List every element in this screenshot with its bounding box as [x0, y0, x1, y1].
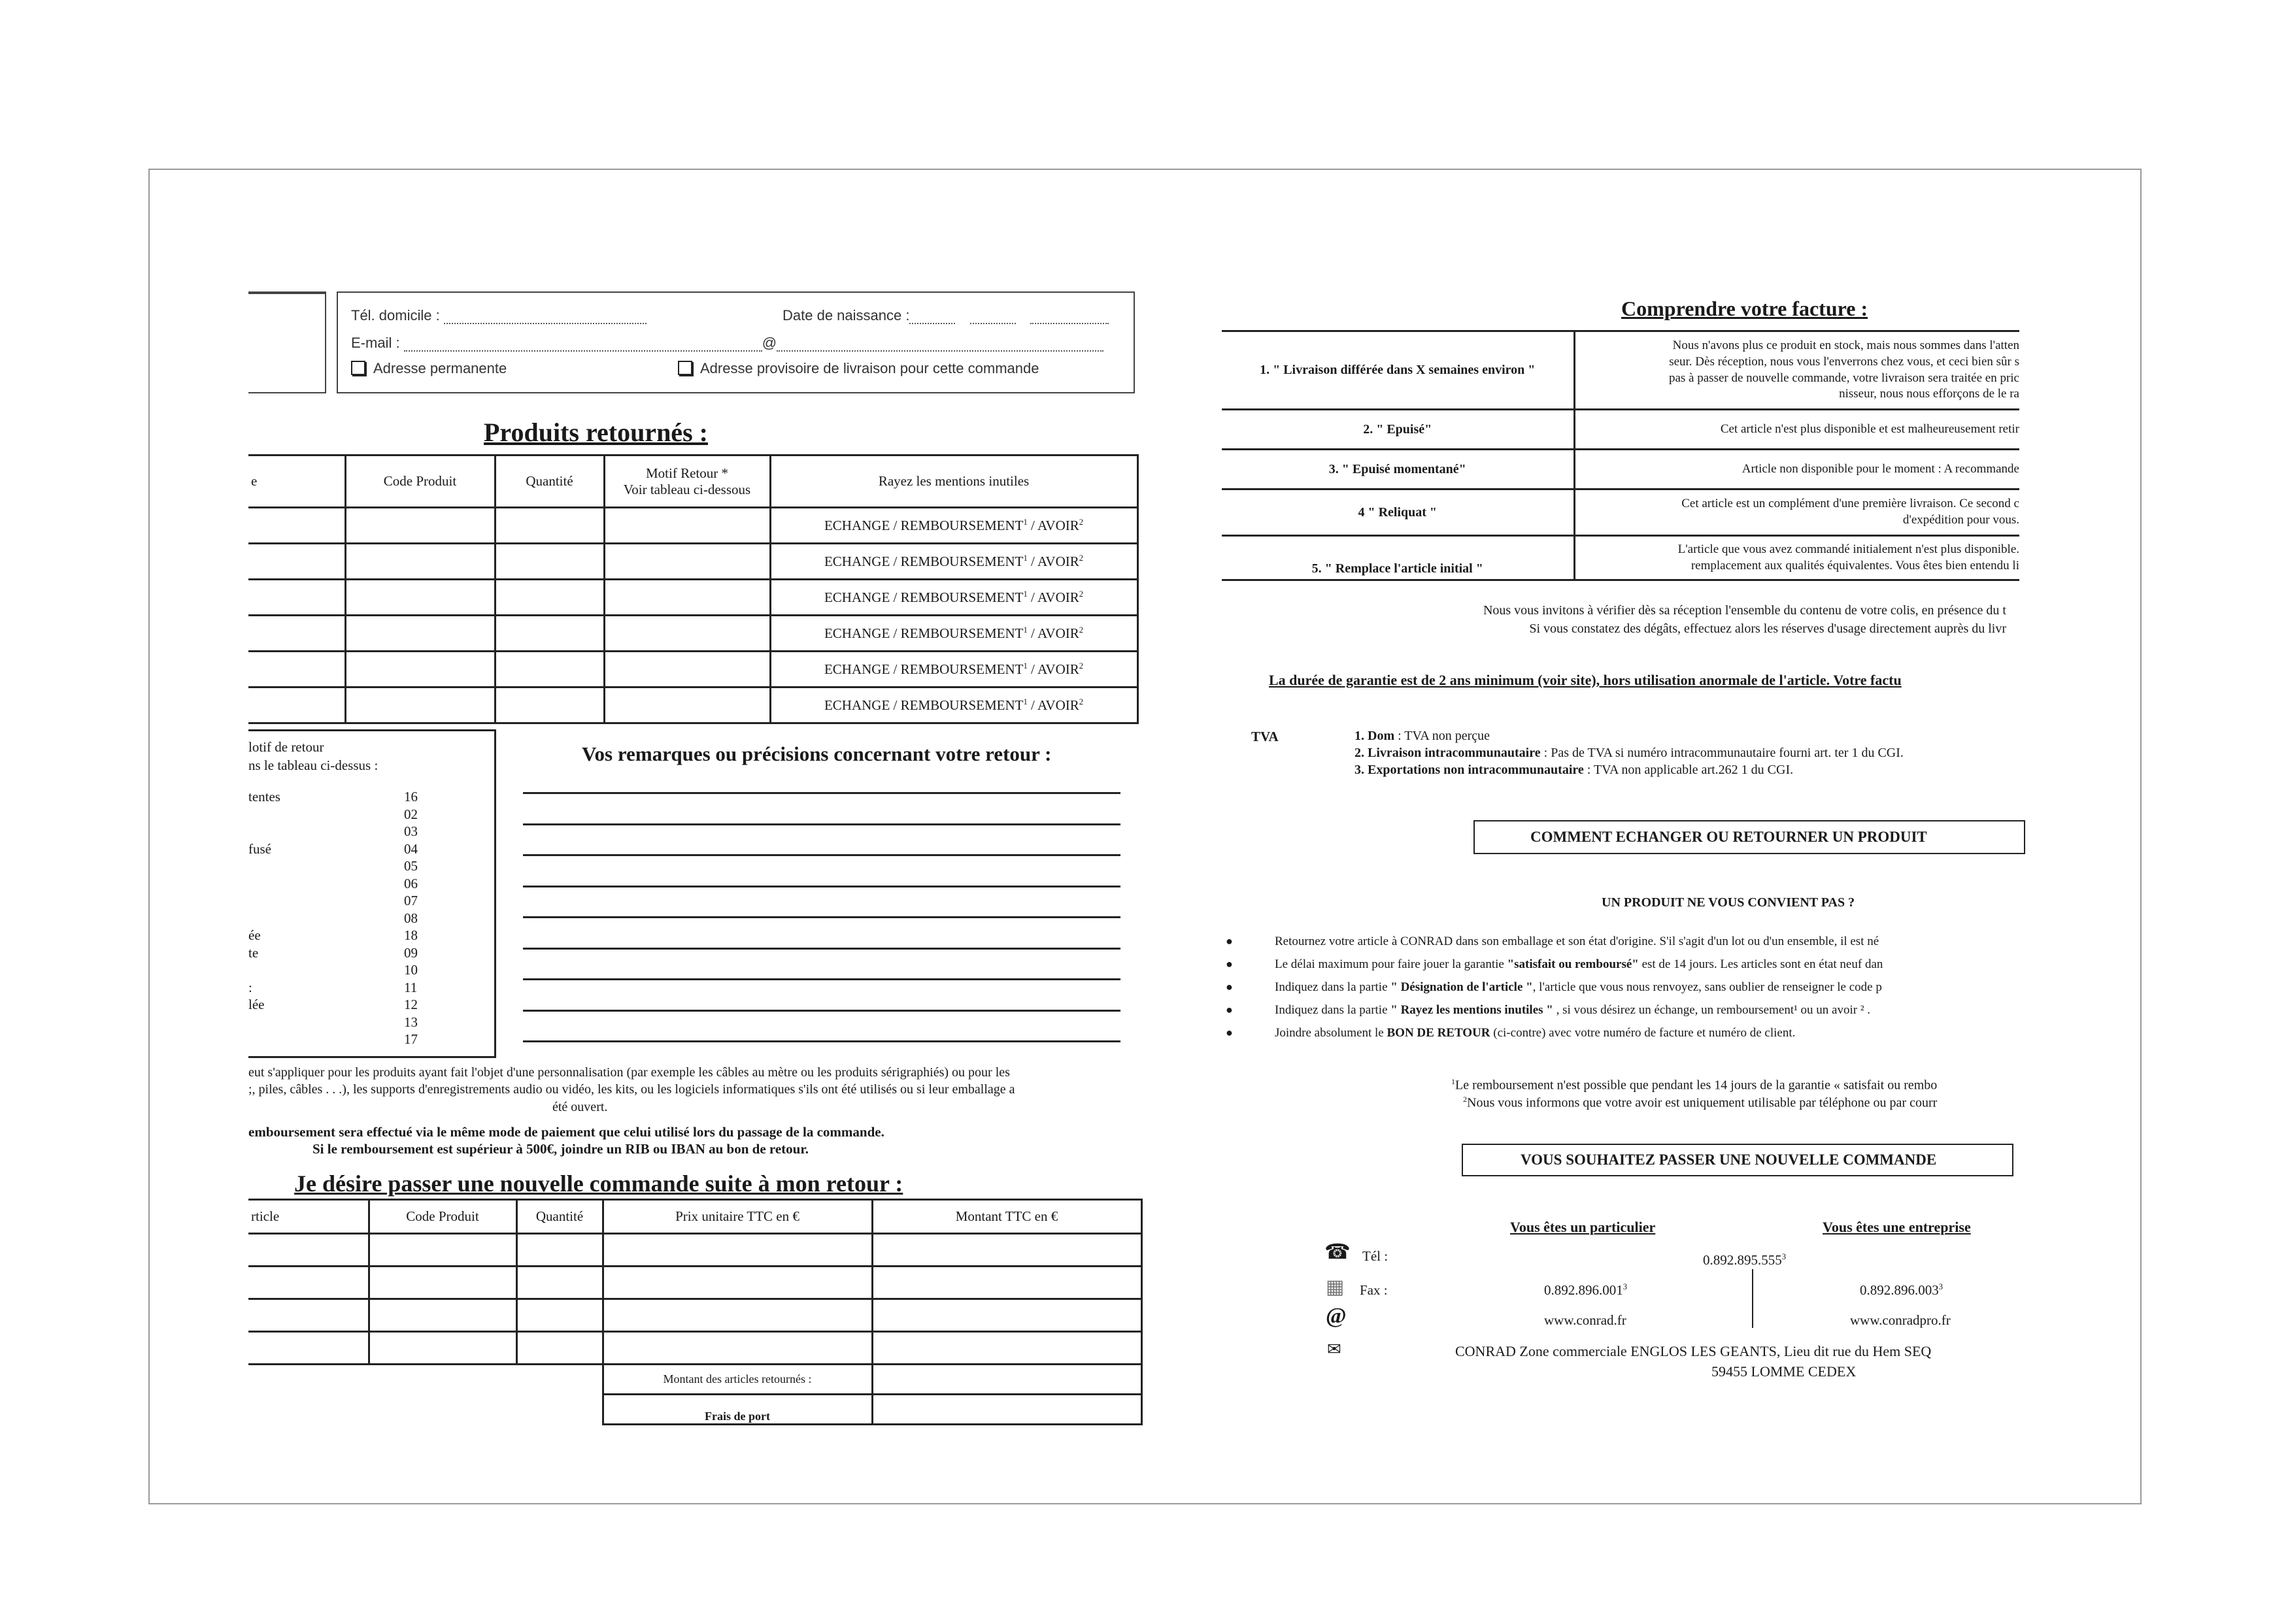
tel-field[interactable] [351, 307, 647, 324]
motif-label: lée [248, 997, 265, 1012]
input-cell[interactable] [603, 1267, 872, 1299]
input-cell[interactable] [604, 508, 770, 544]
return-option-cell[interactable] [770, 616, 1137, 652]
input-cell[interactable] [603, 1299, 872, 1332]
column-divider [1752, 1269, 1753, 1328]
motif-legend-line2: ns le tableau ci-dessus : [248, 757, 379, 773]
tva-item-text: : TVA non perçue [1394, 729, 1490, 743]
table-row [248, 1332, 1141, 1365]
description-line: Article non disponible pour le moment : A recommande [1741, 461, 2019, 476]
tva-item-title: 3. Exportations non intracommunautaire [1354, 763, 1584, 777]
motif-code: 12 [404, 997, 418, 1012]
bullet-text: Indiquez dans la partie [1275, 980, 1391, 994]
new-order-box [1462, 1144, 2013, 1176]
fax-business-value: 0.892.896.003 [1860, 1282, 1939, 1298]
tel-value: 0.892.895.555 [1703, 1252, 1782, 1268]
checkbox-icon[interactable] [351, 361, 365, 375]
input-cell[interactable] [369, 1267, 516, 1299]
bullet-text: , si vous désirez un échange, un remboursement¹ ou un avoir ² . [1553, 1003, 1871, 1017]
header-motif-line2: Voir tableau ci-dessous [623, 481, 751, 497]
bullet-icon: ● [1226, 980, 1233, 993]
return-option-cell[interactable] [770, 688, 1137, 723]
phone-icon: ☎ [1324, 1240, 1351, 1263]
remark-line[interactable] [523, 792, 1120, 794]
tva-item-text: : TVA non applicable art.262 1 du CGI. [1583, 763, 1794, 777]
sup: 2 [1079, 625, 1084, 635]
bullet-text: Le délai maximum pour faire jouer la garantie [1275, 957, 1507, 971]
bullet-bold: " Désignation de l'article " [1390, 980, 1533, 994]
fax-business[interactable] [1860, 1282, 1943, 1299]
input-cell[interactable] [248, 508, 345, 544]
invoice-info-page [1216, 281, 2019, 1412]
bullet-text: est de 14 jours. Les articles sont en état neuf dan [1638, 957, 1883, 971]
tva-label: TVA [1251, 729, 1279, 744]
table-row [248, 508, 1137, 544]
input-cell[interactable] [603, 1234, 872, 1267]
bullet-icon: ● [1226, 957, 1233, 970]
header-code: Code Produit [345, 456, 495, 508]
tva-item-text: : Pas de TVA si numéro intracommunautaire fourni art. ter 1 du CGI. [1540, 746, 1904, 760]
address-line2: 59455 LOMME CEDEX [1711, 1363, 1857, 1380]
fax-individual[interactable] [1544, 1282, 1627, 1299]
new-order-title: Je désire passer une nouvelle commande suite à mon retour : [294, 1170, 903, 1197]
description-line: remplacement aux qualités équivalentes. Vous êtes bien entendu li [1691, 558, 2019, 572]
input-cell[interactable] [495, 544, 604, 580]
bullet-icon: ● [1226, 935, 1233, 948]
invoice-term-row [1222, 536, 2019, 580]
input-cell[interactable] [604, 616, 770, 652]
input-cell[interactable] [248, 1234, 369, 1267]
at-sign: @ [762, 335, 777, 351]
tva-item [1354, 746, 1904, 761]
motif-label: tentes [248, 789, 280, 804]
sup: 1 [1023, 625, 1028, 635]
return-option-cell[interactable] [770, 652, 1137, 688]
motif-label: ée [248, 927, 261, 943]
sup: 1 [1023, 517, 1028, 527]
option-text: ECHANGE / REMBOURSEMENT [824, 553, 1024, 569]
permanent-address-checkbox[interactable] [351, 360, 507, 377]
input-cell[interactable] [248, 544, 345, 580]
motif-code: 08 [404, 910, 418, 926]
term: 5. " Remplace l'article initial " [1222, 536, 1574, 580]
return-option-cell[interactable] [770, 544, 1137, 580]
tel-number[interactable] [1703, 1252, 1786, 1268]
input-cell[interactable] [345, 544, 495, 580]
mail-icon: ✉ [1327, 1340, 1341, 1359]
business-heading: Vous êtes une entreprise [1823, 1219, 1971, 1235]
description-line: Cet article n'est plus disponible et est malheureusement retir [1720, 422, 2019, 436]
footnote-1-text: Le remboursement n'est possible que pendant les 14 jours de la garantie « satisfait ou rembo [1455, 1078, 1938, 1093]
input-cell[interactable] [248, 616, 345, 652]
option-text: / AVOIR [1027, 517, 1079, 533]
total-returned-row [248, 1365, 1141, 1395]
warranty-notice: La durée de garantie est de 2 ans minimum (voir site), hors utilisation anormale de l'article. Votre factu [1269, 672, 1902, 688]
motif-code: 06 [404, 875, 418, 891]
motif-code: 05 [404, 858, 418, 874]
bullet-bold: " Rayez les mentions inutiles " [1390, 1003, 1553, 1017]
remark-line[interactable] [523, 948, 1120, 950]
description-line: pas à passer de nouvelle commande, votre livraison sera traitée en pric [1668, 371, 2019, 385]
returned-products-title: Produits retournés : [484, 418, 708, 447]
individual-heading: Vous êtes un particulier [1510, 1219, 1656, 1235]
invoice-title: Comprendre votre facture : [1621, 297, 1868, 320]
table-row [248, 544, 1137, 580]
birthdate-field[interactable] [782, 307, 1109, 324]
input-cell[interactable] [248, 1332, 369, 1365]
tel-label: Tél : [1362, 1248, 1388, 1264]
tva-item-title: 2. Livraison intracommunautaire [1354, 746, 1541, 760]
motif-code: 18 [404, 927, 418, 943]
input-cell[interactable] [604, 580, 770, 616]
remarks-title: Vos remarques ou précisions concernant votre retour : [582, 742, 1052, 765]
input-cell[interactable] [345, 580, 495, 616]
input-cell[interactable] [872, 1234, 1141, 1267]
email-field[interactable] [351, 335, 1103, 352]
bullet-text: (ci-contre) avec votre numéro de facture et numéro de client. [1490, 1026, 1796, 1040]
option-text: / AVOIR [1027, 589, 1079, 605]
motif-label: fusé [248, 840, 271, 857]
invoice-term-row [1222, 489, 2019, 536]
input-cell[interactable] [516, 1332, 603, 1365]
term: 4 " Reliquat " [1222, 489, 1574, 536]
tva-item [1354, 763, 1793, 778]
term: 3. " Epuisé momentané" [1222, 450, 1574, 489]
footnote-2: $^2$Nous vous informons que votre avoir est uniquement utilisable par téléphone ou par courr [1463, 1095, 1938, 1110]
input-cell[interactable] [495, 616, 604, 652]
input-cell[interactable] [345, 508, 495, 544]
howto-subtitle: UN PRODUIT NE VOUS CONVIENT PAS ? [1602, 895, 1855, 910]
website-individual[interactable]: www.conrad.fr [1544, 1312, 1626, 1328]
new-order-table [248, 1199, 1143, 1425]
bullet-text: Retournez votre article à CONRAD dans son emballage et son état d'origine. S'il s'agit d'un lot ou d'un ensemble, il est né [1275, 935, 1879, 948]
note-line1: eut s'appliquer pour les produits ayant fait l'objet d'une personnalisation (par exemple les câbles au mètre ou les produits sérigraphiés) ou pour les [248, 1065, 1010, 1080]
table-row [248, 616, 1137, 652]
return-option-cell[interactable] [770, 580, 1137, 616]
invoice-term-row [1222, 331, 2019, 410]
remark-line[interactable] [523, 916, 1120, 918]
bullet-text: , l'article que vous nous renvoyez, sans oublier de renseigner le code p [1532, 980, 1882, 994]
description-line: Cet article est un complément d'une première livraison. Ce second c [1681, 497, 2019, 511]
motif-code: 04 [404, 840, 418, 857]
invoice-terms-table [1222, 330, 2019, 581]
input-cell[interactable] [516, 1267, 603, 1299]
invoice-term-row [1222, 450, 2019, 489]
checkbox-label: Adresse provisoire de livraison pour cette commande [700, 360, 1039, 376]
table-row [248, 1267, 1141, 1299]
remark-line[interactable] [523, 1040, 1120, 1042]
remark-line[interactable] [523, 854, 1120, 856]
input-cell[interactable] [369, 1234, 516, 1267]
table-row [248, 580, 1137, 616]
howto-bullet [1275, 935, 1879, 949]
table-row [248, 1234, 1141, 1267]
motif-code: 16 [404, 789, 418, 804]
input-cell[interactable] [516, 1299, 603, 1332]
option-text: ECHANGE / REMBOURSEMENT [824, 589, 1024, 605]
refund-note: emboursement sera effectué via le même mode de paiement que celui utilisé lors du passage de la commande. [248, 1124, 884, 1140]
input-cell[interactable] [248, 652, 345, 688]
motif-code: 10 [404, 962, 418, 978]
term: 2. " Epuisé" [1222, 410, 1574, 450]
invoice-term-row [1222, 410, 2019, 450]
input-cell[interactable] [495, 580, 604, 616]
sup: 2 [1079, 553, 1084, 563]
motif-label: te [248, 944, 259, 961]
fax-individual-value: 0.892.896.001 [1544, 1282, 1623, 1298]
motif-code: 17 [404, 1031, 418, 1047]
input-cell[interactable] [345, 616, 495, 652]
sup: 1 [1023, 661, 1028, 671]
tel-sup: 3 [1781, 1252, 1787, 1261]
table-row [248, 652, 1137, 688]
fax-label: Fax : [1360, 1282, 1388, 1298]
motif-code: 02 [404, 806, 418, 822]
input-cell[interactable] [345, 688, 495, 723]
motif-code: 09 [404, 944, 418, 961]
check-parcel-line1: Nous vous invitons à vérifier dès sa réception l'ensemble du contenu de votre colis, en présence du t [1483, 603, 2006, 618]
contact-box [337, 291, 1135, 393]
term-description [1574, 410, 2019, 450]
birthdate-label: Date de naissance : [782, 307, 910, 323]
input-cell[interactable] [345, 652, 495, 688]
header-amount: Montant TTC en € [872, 1200, 1141, 1234]
web-at-icon: @ [1326, 1304, 1347, 1328]
header-unit-price: Prix unitaire TTC en € [603, 1200, 872, 1234]
table-header [248, 456, 1137, 508]
total-returned-cell[interactable] [872, 1365, 1141, 1395]
note-line2: ;, piles, câbles . . .), les supports d'enregistrements audio ou vidéo, les kits, ou les logiciels informatiques s'ils ont été utilisés ou si leur emballage a [248, 1082, 1015, 1097]
input-cell[interactable] [369, 1332, 516, 1365]
new-order-box-title: VOUS SOUHAITEZ PASSER UNE NOUVELLE COMMANDE [1521, 1152, 1937, 1168]
header-code: Code Produit [369, 1200, 516, 1234]
tva-item-title: 1. Dom [1354, 729, 1395, 743]
header-motif-line1: Motif Retour * [646, 465, 728, 481]
option-text: ECHANGE / REMBOURSEMENT [824, 517, 1024, 533]
fax-business-sup: 3 [1938, 1282, 1943, 1291]
sup: 2 [1079, 589, 1084, 599]
check-parcel-line2: Si vous constatez des dégâts, effectuez alors les réserves d'usage directement auprès du livr [1529, 621, 2006, 636]
return-option-cell[interactable] [770, 508, 1137, 544]
bullet-icon: ● [1226, 1026, 1233, 1039]
sup: 1 [1023, 553, 1028, 563]
bullet-text: Joindre absolument le [1275, 1026, 1387, 1040]
fax-icon: ▦ [1326, 1276, 1345, 1298]
header-designation: e [248, 456, 345, 508]
option-text: ECHANGE / REMBOURSEMENT [824, 661, 1024, 677]
motif-legend-box [248, 729, 496, 1058]
description-line: Nous n'avons plus ce produit en stock, mais nous sommes dans l'atten [1672, 339, 2019, 353]
header-mentions: Rayez les mentions inutiles [770, 456, 1137, 508]
term-description [1574, 536, 2019, 580]
table-row [248, 688, 1137, 723]
table-row [248, 1299, 1141, 1332]
motif-label: : [248, 979, 252, 995]
shipping-cell[interactable] [872, 1395, 1141, 1425]
howto-bullet [1275, 1026, 1795, 1040]
address-box-fragment [248, 291, 326, 393]
sup: 1 [1023, 697, 1028, 706]
option-text: / AVOIR [1027, 553, 1079, 569]
input-cell[interactable] [604, 544, 770, 580]
checkbox-label: Adresse permanente [373, 360, 507, 376]
remark-line[interactable] [523, 823, 1120, 825]
input-cell[interactable] [495, 508, 604, 544]
rib-note: Si le remboursement est supérieur à 500€, joindre un RIB ou IBAN au bon de retour. [312, 1141, 809, 1157]
return-form-page [248, 281, 1151, 1423]
motif-legend-line1: lotif de retour [248, 739, 324, 755]
tva-item [1354, 729, 1490, 744]
option-text: / AVOIR [1027, 697, 1079, 713]
remark-line[interactable] [523, 978, 1120, 980]
howto-bullet [1275, 1003, 1870, 1018]
input-cell[interactable] [248, 1299, 369, 1332]
header-article: rticle [248, 1200, 369, 1234]
header-quantity: Quantité [516, 1200, 603, 1234]
howto-bullet [1275, 957, 1883, 972]
input-cell[interactable] [248, 688, 345, 723]
sup: 2 [1079, 697, 1084, 706]
sup: 2 [1079, 517, 1084, 527]
header-quantity: Quantité [495, 456, 604, 508]
option-text: / AVOIR [1027, 661, 1079, 677]
total-returned-label: Montant des articles retournés : [603, 1365, 872, 1395]
input-cell[interactable] [872, 1332, 1141, 1365]
input-cell[interactable] [516, 1234, 603, 1267]
sup: 1 [1023, 589, 1028, 599]
howto-box [1473, 820, 2025, 854]
option-text: / AVOIR [1027, 625, 1079, 641]
footnote-2-text: Nous vous informons que votre avoir est uniquement utilisable par téléphone ou par courr [1467, 1095, 1938, 1110]
website-business[interactable]: www.conradpro.fr [1850, 1312, 1951, 1328]
howto-bullet [1275, 980, 1882, 995]
returned-products-table [248, 454, 1139, 724]
bullet-bold: BON DE RETOUR [1387, 1026, 1490, 1040]
description-line: nisseur, nous nous efforçons de le ra [1839, 387, 2019, 401]
howto-box-title: COMMENT ECHANGER OU RETOURNER UN PRODUIT [1530, 829, 1927, 845]
table-header [248, 1200, 1141, 1234]
note-line3: été ouvert. [552, 1100, 608, 1114]
input-cell[interactable] [369, 1299, 516, 1332]
footnote-1: $^1$Le remboursement n'est possible que pendant les 14 jours de la garantie « satisfait ou rembo [1451, 1077, 1938, 1093]
shipping-row [248, 1395, 1141, 1425]
remark-line[interactable] [523, 1010, 1120, 1012]
input-cell[interactable] [604, 652, 770, 688]
bullet-text: Indiquez dans la partie [1275, 1003, 1391, 1017]
option-text: ECHANGE / REMBOURSEMENT [824, 625, 1024, 641]
input-cell[interactable] [604, 688, 770, 723]
temporary-address-checkbox[interactable] [678, 360, 1039, 377]
input-cell[interactable] [603, 1332, 872, 1365]
input-cell[interactable] [248, 580, 345, 616]
email-label: E-mail : [351, 335, 400, 351]
input-cell[interactable] [872, 1299, 1141, 1332]
bullet-icon: ● [1226, 1003, 1233, 1016]
term-description [1574, 331, 2019, 410]
motif-code: 03 [404, 823, 418, 839]
input-cell[interactable] [495, 688, 604, 723]
motif-code: 07 [404, 893, 418, 908]
checkbox-icon[interactable] [678, 361, 692, 375]
motif-code: 13 [404, 1014, 418, 1030]
description-line: L'article que vous avez commandé initialement n'est plus disponible. [1677, 542, 2019, 556]
term-description [1574, 489, 2019, 536]
bullet-bold: "satisfait ou remboursé" [1507, 957, 1639, 971]
input-cell[interactable] [248, 1267, 369, 1299]
term: 1. " Livraison différée dans X semaines environ " [1222, 331, 1574, 410]
sup: 2 [1079, 661, 1084, 671]
address-line1: CONRAD Zone commerciale ENGLOS LES GEANTS, Lieu dit rue du Hem SEQ [1455, 1343, 1932, 1359]
tel-label: Tél. domicile : [351, 307, 440, 323]
option-text: ECHANGE / REMBOURSEMENT [824, 697, 1024, 713]
input-cell[interactable] [495, 652, 604, 688]
remark-line[interactable] [523, 886, 1120, 887]
header-motif [604, 456, 770, 508]
description-line: seur. Dès réception, nous vous l'enverrons chez vous, et ceci bien sûr s [1669, 354, 2019, 369]
input-cell[interactable] [872, 1267, 1141, 1299]
term-description [1574, 450, 2019, 489]
shipping-label: Frais de port [603, 1395, 872, 1425]
description-line: d'expédition pour vous. [1902, 513, 2019, 527]
motif-code: 11 [404, 979, 418, 995]
fax-individual-sup: 3 [1623, 1282, 1628, 1291]
